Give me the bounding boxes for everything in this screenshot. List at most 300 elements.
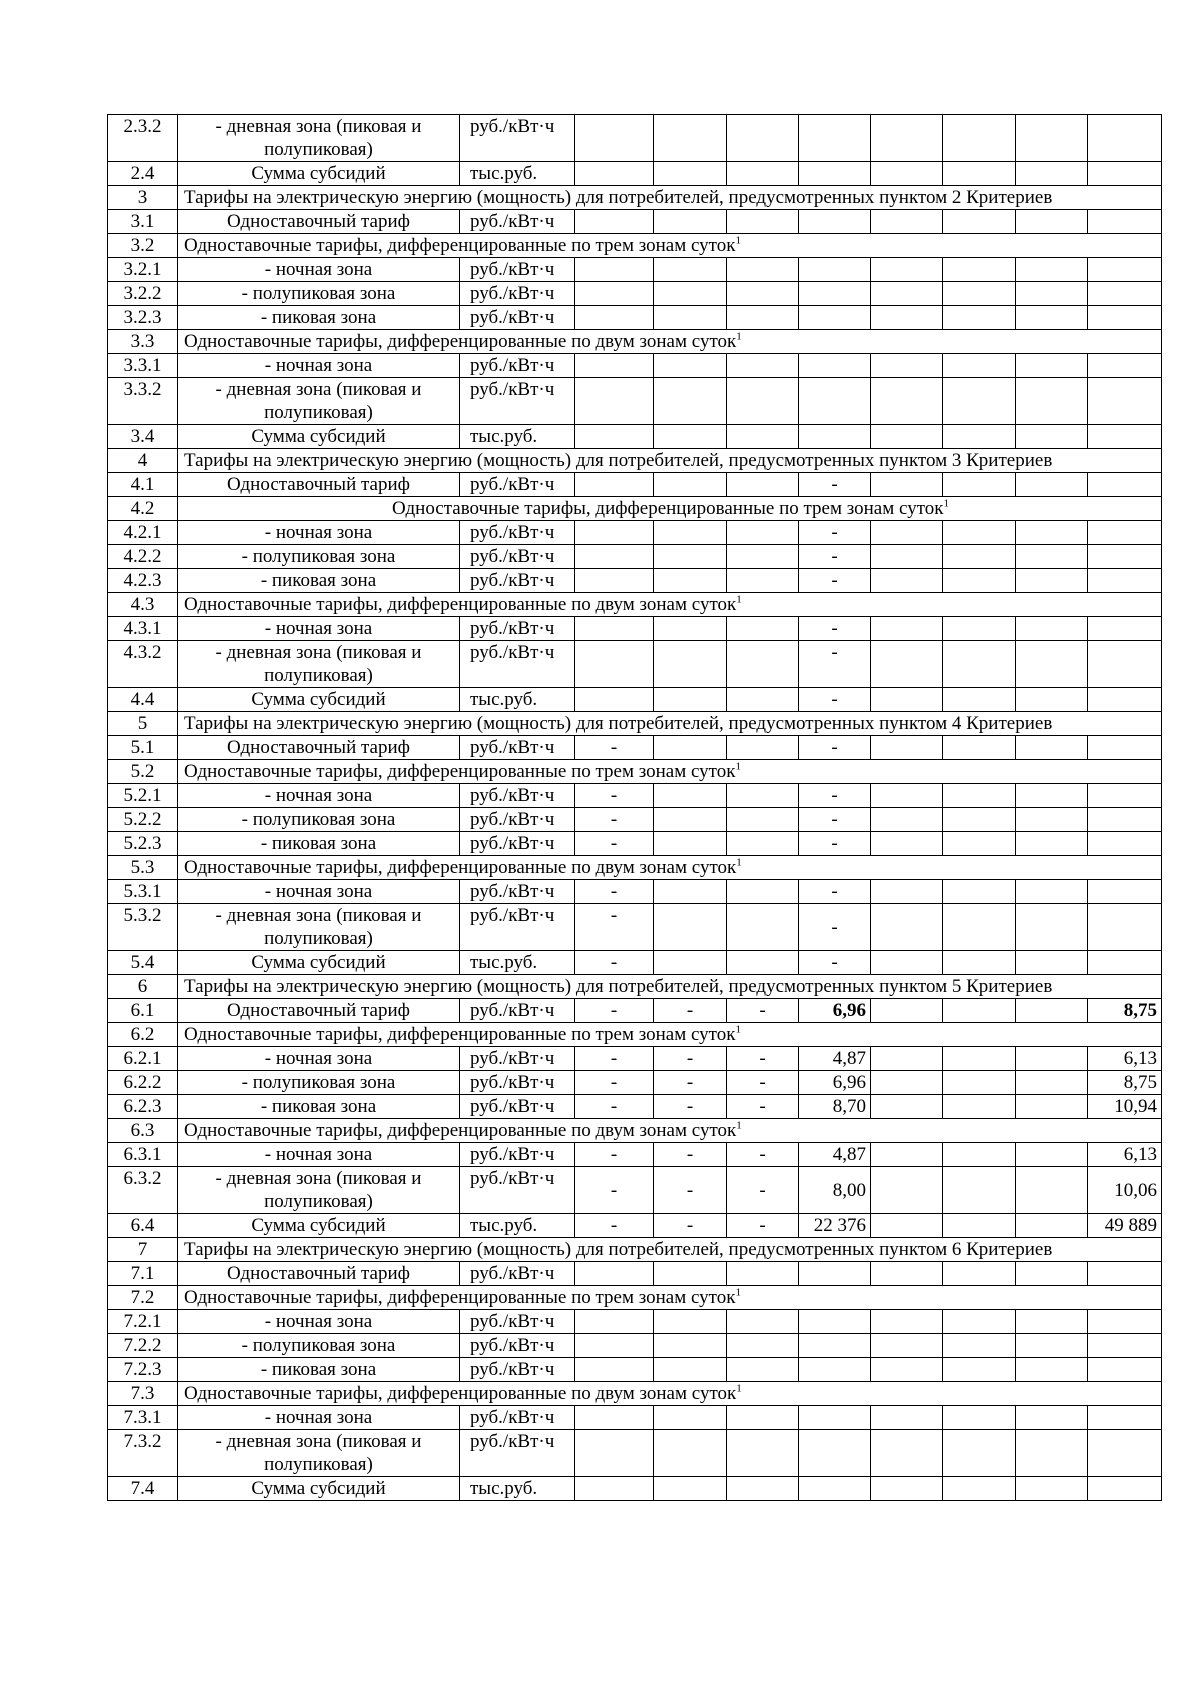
value-cell <box>727 569 799 593</box>
section-title-text: Одноставочные тарифы, дифференцированные по двум зонам суток <box>184 1383 737 1404</box>
value-cell <box>575 1477 654 1501</box>
value-cell <box>1016 999 1088 1023</box>
value-cell <box>1088 784 1162 808</box>
section-title <box>178 330 1162 354</box>
table-row <box>108 1047 1162 1071</box>
value-cell <box>943 1358 1016 1382</box>
value-cell <box>871 258 943 282</box>
indicator-name: Одноставочный тариф <box>178 210 460 234</box>
value-cell <box>654 688 727 712</box>
indicator-name: - ночная зона <box>178 1310 460 1334</box>
indicator-name: - дневная зона (пиковая и полупиковая) <box>178 378 460 425</box>
value-cell: - <box>575 951 654 975</box>
value-cell <box>943 641 1016 688</box>
value-cell <box>575 473 654 497</box>
value-cell <box>871 999 943 1023</box>
footnote-marker: 1 <box>736 330 742 343</box>
value-cell <box>727 282 799 306</box>
indicator-name: Сумма субсидий <box>178 1214 460 1238</box>
value-cell <box>575 521 654 545</box>
value-cell <box>871 115 943 162</box>
indicator-name: - ночная зона <box>178 258 460 282</box>
value-cell: 6,96 <box>799 999 871 1023</box>
indicator-name: - ночная зона <box>178 880 460 904</box>
section-title-text: Тарифы на электрическую энергию (мощность) для потребителей, предусмотренных пунктом 5 Критериев <box>184 976 1053 997</box>
indicator-name: - полупиковая зона <box>178 808 460 832</box>
row-number: 6.1 <box>108 999 178 1023</box>
value-cell <box>799 1406 871 1430</box>
value-cell <box>654 1406 727 1430</box>
value-cell <box>943 688 1016 712</box>
indicator-name: - полупиковая зона <box>178 1071 460 1095</box>
value-cell <box>1088 1310 1162 1334</box>
section-title <box>178 1382 1162 1406</box>
value-cell <box>1016 1214 1088 1238</box>
value-cell <box>1088 1477 1162 1501</box>
value-cell <box>1016 1071 1088 1095</box>
section-row <box>108 1382 1162 1406</box>
value-cell <box>871 617 943 641</box>
value-cell <box>1016 1334 1088 1358</box>
value-cell <box>1088 258 1162 282</box>
row-number: 6.3.1 <box>108 1143 178 1167</box>
row-number: 7.3 <box>108 1382 178 1406</box>
value-cell <box>871 951 943 975</box>
value-cell <box>654 569 727 593</box>
indicator-name: - ночная зона <box>178 617 460 641</box>
unit-cell: руб./кВт·ч <box>460 354 575 378</box>
unit-cell: тыс.руб. <box>460 688 575 712</box>
value-cell: - <box>575 736 654 760</box>
value-cell <box>727 784 799 808</box>
value-cell <box>575 354 654 378</box>
unit-cell: руб./кВт·ч <box>460 282 575 306</box>
value-cell <box>1088 951 1162 975</box>
value-cell <box>799 1358 871 1382</box>
value-cell <box>654 545 727 569</box>
indicator-name: - ночная зона <box>178 784 460 808</box>
value-cell <box>943 282 1016 306</box>
row-number: 5.2.3 <box>108 832 178 856</box>
row-number: 4.2.2 <box>108 545 178 569</box>
table-row <box>108 425 1162 449</box>
value-cell: - <box>727 1095 799 1119</box>
section-title-text: Тарифы на электрическую энергию (мощность) для потребителей, предусмотренных пунктом 3 Критериев <box>184 450 1053 471</box>
value-cell <box>727 306 799 330</box>
row-number: 5 <box>108 712 178 736</box>
value-cell: 10,94 <box>1088 1095 1162 1119</box>
value-cell: - <box>575 1071 654 1095</box>
value-cell <box>1016 1430 1088 1477</box>
value-cell: - <box>575 784 654 808</box>
value-cell <box>1088 1334 1162 1358</box>
indicator-name: - пиковая зона <box>178 1358 460 1382</box>
value-cell <box>1016 880 1088 904</box>
value-cell <box>654 521 727 545</box>
value-cell <box>871 162 943 186</box>
section-title-text: Одноставочные тарифы, дифференцированные по двум зонам суток <box>184 857 737 878</box>
value-cell <box>943 880 1016 904</box>
section-title <box>178 449 1162 473</box>
footnote-marker: 1 <box>735 760 741 773</box>
value-cell <box>654 354 727 378</box>
indicator-name: Сумма субсидий <box>178 1477 460 1501</box>
value-cell <box>943 162 1016 186</box>
section-row <box>108 449 1162 473</box>
table-row <box>108 1262 1162 1286</box>
table-row <box>108 1214 1162 1238</box>
row-number: 6.2.3 <box>108 1095 178 1119</box>
value-cell <box>654 306 727 330</box>
value-cell <box>654 1310 727 1334</box>
value-cell <box>654 617 727 641</box>
value-cell <box>943 1262 1016 1286</box>
section-title-text: Тарифы на электрическую энергию (мощность) для потребителей, предусмотренных пунктом 6 Критериев <box>184 1239 1053 1260</box>
value-cell <box>727 473 799 497</box>
value-cell <box>575 306 654 330</box>
value-cell <box>1088 736 1162 760</box>
value-cell: - <box>799 904 871 951</box>
section-title <box>178 1023 1162 1047</box>
value-cell <box>799 1477 871 1501</box>
value-cell <box>943 115 1016 162</box>
value-cell <box>1016 784 1088 808</box>
row-number: 7.3.1 <box>108 1406 178 1430</box>
value-cell <box>654 880 727 904</box>
table-row <box>108 306 1162 330</box>
row-number: 3.2 <box>108 234 178 258</box>
value-cell <box>1016 1310 1088 1334</box>
value-cell: - <box>654 1047 727 1071</box>
value-cell <box>871 832 943 856</box>
unit-cell: руб./кВт·ч <box>460 641 575 688</box>
value-cell <box>871 1406 943 1430</box>
value-cell <box>1016 1047 1088 1071</box>
section-row <box>108 234 1162 258</box>
value-cell <box>871 282 943 306</box>
value-cell <box>575 115 654 162</box>
value-cell <box>943 545 1016 569</box>
value-cell <box>1088 354 1162 378</box>
value-cell <box>943 1310 1016 1334</box>
section-row <box>108 497 1162 521</box>
value-cell <box>871 808 943 832</box>
value-cell <box>1016 736 1088 760</box>
value-cell <box>943 951 1016 975</box>
table-row <box>108 115 1162 162</box>
value-cell <box>1016 473 1088 497</box>
unit-cell: руб./кВт·ч <box>460 999 575 1023</box>
indicator-name: - полупиковая зона <box>178 545 460 569</box>
row-number: 4.3 <box>108 593 178 617</box>
value-cell <box>943 569 1016 593</box>
value-cell <box>871 1430 943 1477</box>
section-row <box>108 1023 1162 1047</box>
row-number: 4.2 <box>108 497 178 521</box>
value-cell <box>727 808 799 832</box>
row-number: 3.2.3 <box>108 306 178 330</box>
unit-cell: руб./кВт·ч <box>460 904 575 951</box>
value-cell <box>871 880 943 904</box>
table-row <box>108 1477 1162 1501</box>
value-cell: 8,75 <box>1088 1071 1162 1095</box>
value-cell: - <box>799 473 871 497</box>
value-cell: - <box>575 832 654 856</box>
value-cell <box>1016 688 1088 712</box>
value-cell <box>1016 162 1088 186</box>
unit-cell: руб./кВт·ч <box>460 784 575 808</box>
indicator-name: - дневная зона (пиковая и полупиковая) <box>178 1430 460 1477</box>
value-cell <box>727 425 799 449</box>
value-cell <box>1016 258 1088 282</box>
table-row <box>108 617 1162 641</box>
table-row <box>108 282 1162 306</box>
row-number: 2.4 <box>108 162 178 186</box>
value-cell <box>1016 1358 1088 1382</box>
value-cell <box>943 999 1016 1023</box>
value-cell <box>727 951 799 975</box>
value-cell <box>799 210 871 234</box>
value-cell <box>654 425 727 449</box>
row-number: 6 <box>108 975 178 999</box>
value-cell <box>654 808 727 832</box>
value-cell: - <box>799 545 871 569</box>
value-cell: - <box>575 904 654 951</box>
section-title <box>178 497 1162 521</box>
table-row <box>108 999 1162 1023</box>
row-number: 7.1 <box>108 1262 178 1286</box>
row-number: 4.2.3 <box>108 569 178 593</box>
value-cell <box>871 378 943 425</box>
row-number: 4 <box>108 449 178 473</box>
section-title-text: Одноставочные тарифы, дифференцированные по двум зонам суток <box>184 1120 737 1141</box>
value-cell: 4,87 <box>799 1143 871 1167</box>
indicator-name: - пиковая зона <box>178 832 460 856</box>
unit-cell: руб./кВт·ч <box>460 1143 575 1167</box>
unit-cell: руб./кВт·ч <box>460 521 575 545</box>
value-cell <box>1016 282 1088 306</box>
row-number: 5.1 <box>108 736 178 760</box>
unit-cell: руб./кВт·ч <box>460 545 575 569</box>
value-cell <box>943 1143 1016 1167</box>
value-cell <box>575 617 654 641</box>
value-cell <box>943 784 1016 808</box>
unit-cell: руб./кВт·ч <box>460 617 575 641</box>
unit-cell: руб./кВт·ч <box>460 1071 575 1095</box>
unit-cell: руб./кВт·ч <box>460 1167 575 1214</box>
value-cell: 8,70 <box>799 1095 871 1119</box>
table-row <box>108 1334 1162 1358</box>
value-cell <box>1088 880 1162 904</box>
value-cell <box>575 1262 654 1286</box>
row-number: 6.4 <box>108 1214 178 1238</box>
section-title-text: Одноставочные тарифы, дифференцированные по трем зонам суток <box>184 1024 736 1045</box>
value-cell <box>871 1310 943 1334</box>
value-cell <box>799 1334 871 1358</box>
value-cell <box>799 1310 871 1334</box>
value-cell <box>1016 306 1088 330</box>
footnote-marker: 1 <box>735 1023 741 1036</box>
table-row <box>108 354 1162 378</box>
value-cell <box>799 425 871 449</box>
section-title <box>178 1238 1162 1262</box>
value-cell <box>943 736 1016 760</box>
value-cell <box>654 282 727 306</box>
section-row <box>108 975 1162 999</box>
value-cell <box>943 832 1016 856</box>
unit-cell: руб./кВт·ч <box>460 473 575 497</box>
row-number: 5.2.2 <box>108 808 178 832</box>
tariff-table-body <box>108 115 1162 1501</box>
value-cell <box>943 1214 1016 1238</box>
value-cell: - <box>575 1095 654 1119</box>
value-cell <box>1088 1406 1162 1430</box>
row-number: 7.3.2 <box>108 1430 178 1477</box>
unit-cell: руб./кВт·ч <box>460 1406 575 1430</box>
table-row <box>108 641 1162 688</box>
row-number: 7 <box>108 1238 178 1262</box>
section-row <box>108 186 1162 210</box>
value-cell <box>727 1262 799 1286</box>
value-cell <box>871 545 943 569</box>
value-cell <box>1016 1262 1088 1286</box>
value-cell <box>943 1047 1016 1071</box>
value-cell <box>654 1477 727 1501</box>
row-number: 7.2.2 <box>108 1334 178 1358</box>
value-cell <box>1016 641 1088 688</box>
value-cell <box>727 1430 799 1477</box>
value-cell <box>943 378 1016 425</box>
row-number: 7.2.3 <box>108 1358 178 1382</box>
value-cell <box>871 1214 943 1238</box>
value-cell <box>943 1071 1016 1095</box>
unit-cell: руб./кВт·ч <box>460 115 575 162</box>
indicator-name: - ночная зона <box>178 1143 460 1167</box>
unit-cell: руб./кВт·ч <box>460 210 575 234</box>
unit-cell: руб./кВт·ч <box>460 1334 575 1358</box>
table-row <box>108 784 1162 808</box>
footnote-marker: 1 <box>736 593 742 606</box>
indicator-name: Сумма субсидий <box>178 688 460 712</box>
value-cell <box>575 1358 654 1382</box>
value-cell <box>1016 569 1088 593</box>
value-cell <box>1088 904 1162 951</box>
value-cell <box>943 1334 1016 1358</box>
value-cell <box>871 1262 943 1286</box>
section-row <box>108 1286 1162 1310</box>
value-cell <box>575 162 654 186</box>
value-cell <box>1088 282 1162 306</box>
section-title <box>178 1286 1162 1310</box>
value-cell <box>727 1334 799 1358</box>
row-number: 7.4 <box>108 1477 178 1501</box>
row-number: 5.2 <box>108 760 178 784</box>
table-row <box>108 1167 1162 1214</box>
value-cell <box>871 473 943 497</box>
indicator-name: - дневная зона (пиковая и полупиковая) <box>178 115 460 162</box>
unit-cell: руб./кВт·ч <box>460 306 575 330</box>
footnote-marker: 1 <box>735 234 741 247</box>
table-row <box>108 162 1162 186</box>
unit-cell: руб./кВт·ч <box>460 378 575 425</box>
value-cell <box>871 1477 943 1501</box>
value-cell: 8,00 <box>799 1167 871 1214</box>
value-cell <box>943 306 1016 330</box>
value-cell <box>575 688 654 712</box>
value-cell: - <box>654 1143 727 1167</box>
row-number: 5.3 <box>108 856 178 880</box>
value-cell <box>943 521 1016 545</box>
value-cell: 8,75 <box>1088 999 1162 1023</box>
footnote-marker: 1 <box>736 856 742 869</box>
value-cell <box>1088 210 1162 234</box>
section-row <box>108 330 1162 354</box>
row-number: 3.1 <box>108 210 178 234</box>
value-cell <box>654 1334 727 1358</box>
value-cell <box>575 569 654 593</box>
table-row <box>108 378 1162 425</box>
value-cell <box>1016 115 1088 162</box>
value-cell <box>943 1430 1016 1477</box>
table-row <box>108 736 1162 760</box>
value-cell <box>575 1310 654 1334</box>
value-cell <box>871 1167 943 1214</box>
value-cell <box>943 354 1016 378</box>
value-cell <box>727 115 799 162</box>
value-cell: 10,06 <box>1088 1167 1162 1214</box>
indicator-name: Сумма субсидий <box>178 162 460 186</box>
value-cell: 22 376 <box>799 1214 871 1238</box>
value-cell <box>727 210 799 234</box>
table-row <box>108 1071 1162 1095</box>
value-cell <box>1016 1477 1088 1501</box>
value-cell: - <box>575 1214 654 1238</box>
value-cell <box>871 569 943 593</box>
value-cell <box>1088 115 1162 162</box>
value-cell <box>727 1310 799 1334</box>
unit-cell: руб./кВт·ч <box>460 808 575 832</box>
value-cell <box>727 688 799 712</box>
value-cell <box>575 282 654 306</box>
value-cell <box>1088 306 1162 330</box>
value-cell: 4,87 <box>799 1047 871 1071</box>
row-number: 3.3.1 <box>108 354 178 378</box>
value-cell <box>1088 569 1162 593</box>
value-cell <box>871 1358 943 1382</box>
value-cell <box>654 1430 727 1477</box>
value-cell: - <box>654 1071 727 1095</box>
unit-cell: руб./кВт·ч <box>460 1358 575 1382</box>
indicator-name: Одноставочный тариф <box>178 999 460 1023</box>
value-cell <box>871 784 943 808</box>
row-number: 6.2.1 <box>108 1047 178 1071</box>
value-cell <box>1088 832 1162 856</box>
unit-cell: руб./кВт·ч <box>460 1095 575 1119</box>
unit-cell: руб./кВт·ч <box>460 1310 575 1334</box>
value-cell <box>1088 425 1162 449</box>
value-cell <box>871 736 943 760</box>
indicator-name: - ночная зона <box>178 521 460 545</box>
value-cell <box>727 521 799 545</box>
section-row <box>108 712 1162 736</box>
value-cell <box>727 904 799 951</box>
section-title-text: Тарифы на электрическую энергию (мощность) для потребителей, предусмотренных пунктом 2 Критериев <box>184 187 1053 208</box>
unit-cell: руб./кВт·ч <box>460 1262 575 1286</box>
value-cell <box>1016 521 1088 545</box>
unit-cell: руб./кВт·ч <box>460 569 575 593</box>
value-cell: - <box>575 1167 654 1214</box>
value-cell <box>871 1047 943 1071</box>
